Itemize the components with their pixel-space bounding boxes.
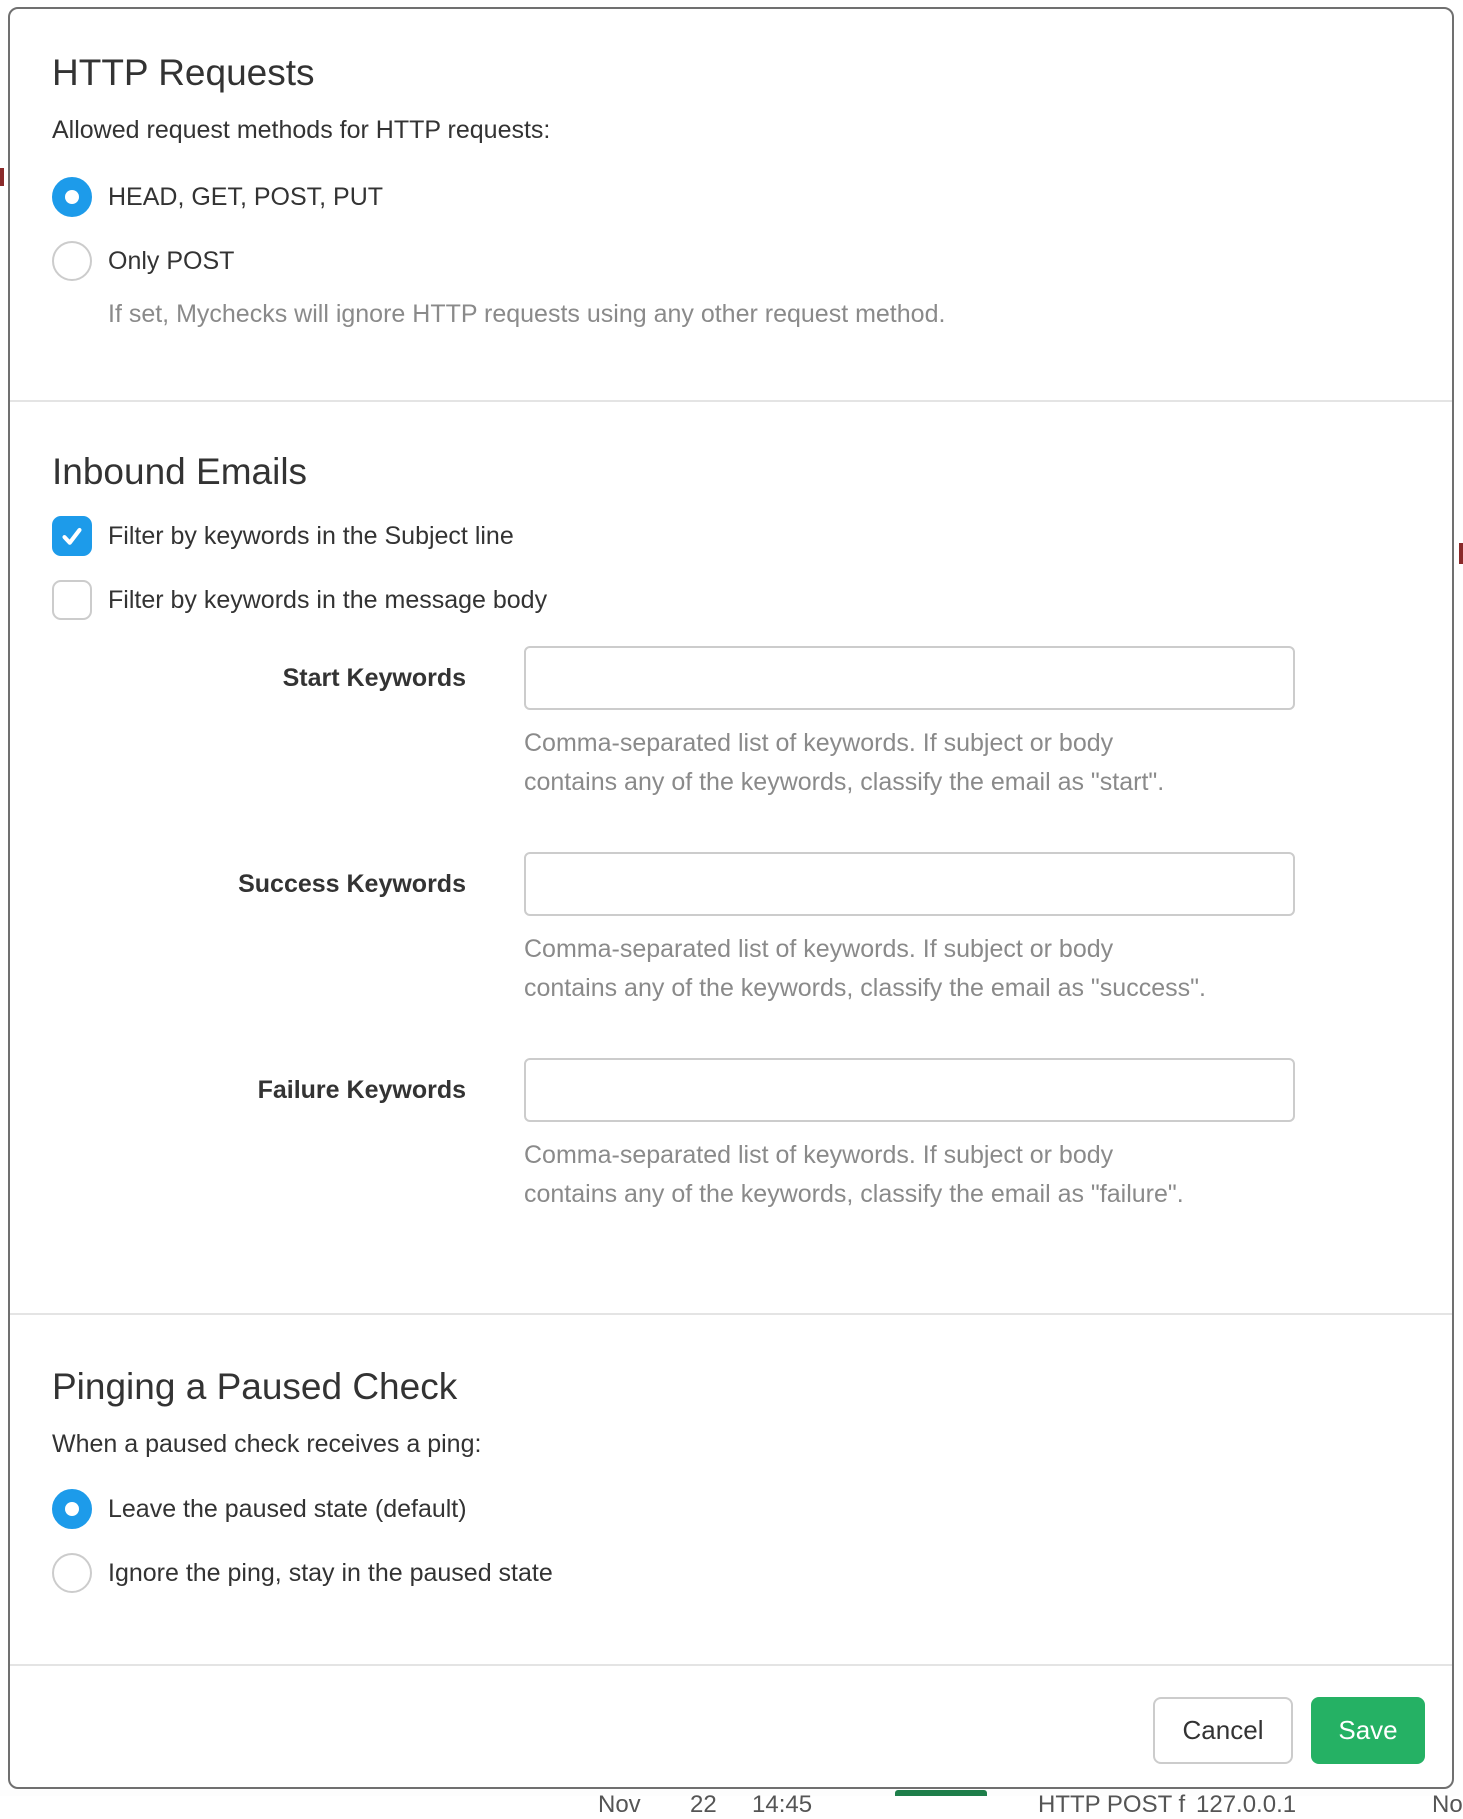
radio-option-ignore-ping: [52, 1553, 1410, 1593]
background-page-strip: [0, 1790, 1463, 1818]
section-inbound-emails: [10, 402, 1452, 1313]
background-status-badge: [895, 1790, 987, 1796]
checkbox-label: Filter by keywords in the message body: [108, 585, 548, 614]
radio-label: Only POST: [108, 246, 235, 275]
success-keywords-row: [52, 852, 1410, 1008]
keyword-fields: [52, 646, 1410, 1214]
background-text-fragment: HTTP POST f: [1038, 1791, 1186, 1818]
settings-dialog: [8, 7, 1454, 1789]
radio-button-head-get-post-put[interactable]: [52, 177, 92, 217]
check-icon: [57, 521, 87, 551]
radio-button-leave-paused[interactable]: [52, 1489, 92, 1529]
background-text-fragment: No: [1432, 1791, 1463, 1818]
save-button[interactable]: Save: [1311, 1697, 1425, 1764]
background-text-fragment: 14:45: [752, 1791, 813, 1818]
radio-button-only-post[interactable]: [52, 241, 92, 281]
failure-keywords-help: Comma-separated list of keywords. If subject or body contains any of the keywords, classify the email as "failure".: [524, 1141, 1184, 1208]
cancel-button[interactable]: Cancel: [1153, 1697, 1293, 1764]
radio-label: Leave the paused state (default): [108, 1494, 467, 1523]
success-keywords-help: Comma-separated list of keywords. If subject or body contains any of the keywords, classify the email as "success".: [524, 935, 1206, 1002]
background-text-fragment: 22: [690, 1791, 717, 1818]
checkbox-filter-body[interactable]: [52, 580, 92, 620]
success-keywords-label: Success Keywords: [238, 870, 466, 898]
pinging-paused-intro: When a paused check receives a ping:: [52, 1430, 482, 1458]
http-requests-intro: Allowed request methods for HTTP requests:: [52, 116, 551, 144]
radio-label: Ignore the ping, stay in the paused state: [108, 1558, 553, 1587]
start-keywords-input[interactable]: [524, 646, 1295, 710]
checkbox-option-subject-line: [52, 516, 1410, 556]
dialog-footer: [10, 1664, 1452, 1787]
pinging-paused-title: Pinging a Paused Check: [52, 1366, 458, 1407]
checkbox-filter-subject[interactable]: [52, 516, 92, 556]
radio-dot: [65, 1502, 79, 1516]
section-http-requests: [10, 9, 1452, 400]
start-keywords-row: [52, 646, 1410, 802]
background-red-fragment: [0, 168, 4, 186]
failure-keywords-label: Failure Keywords: [257, 1076, 466, 1104]
checkbox-label: Filter by keywords in the Subject line: [108, 521, 514, 550]
start-keywords-help: Comma-separated list of keywords. If subject or body contains any of the keywords, classify the email as "start".: [524, 729, 1165, 796]
start-keywords-label: Start Keywords: [282, 664, 466, 692]
failure-keywords-row: [52, 1058, 1410, 1214]
radio-label: HEAD, GET, POST, PUT: [108, 182, 384, 211]
radio-dot: [65, 190, 79, 204]
inbound-emails-title: Inbound Emails: [52, 451, 308, 492]
radio-option-head-get-post-put: [52, 177, 1410, 217]
success-keywords-input[interactable]: [524, 852, 1295, 916]
background-red-fragment: [1459, 543, 1463, 564]
http-requests-title: HTTP Requests: [52, 52, 315, 93]
radio-option-only-post: [52, 241, 1410, 281]
radio-option-leave-paused: [52, 1489, 1410, 1529]
failure-keywords-input[interactable]: [524, 1058, 1295, 1122]
background-text-fragment: 127.0.0.1: [1196, 1791, 1297, 1818]
section-pinging-paused-check: [10, 1315, 1452, 1664]
checkbox-option-message-body: [52, 580, 1410, 620]
only-post-help-text: If set, Mychecks will ignore HTTP requests using any other request method.: [108, 300, 946, 328]
background-text-fragment: Nov: [598, 1791, 641, 1818]
radio-button-ignore-ping[interactable]: [52, 1553, 92, 1593]
